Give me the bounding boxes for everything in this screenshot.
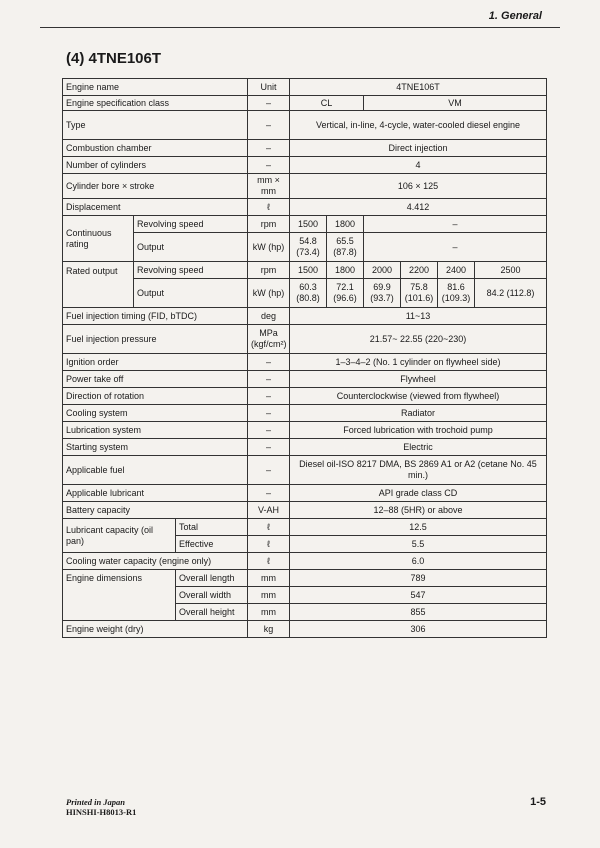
row-value: 106 × 125 (290, 174, 547, 199)
table-row (63, 405, 547, 422)
row-unit: ℓ (248, 199, 290, 216)
sub-label: Output (134, 279, 248, 308)
table-row (63, 519, 547, 536)
row-label: Engine dimensions (63, 570, 176, 621)
row-label: Direction of rotation (63, 388, 248, 405)
row-label: Engine name (63, 79, 248, 96)
row-value: Electric (290, 439, 547, 456)
speed-cell: 1800 (327, 262, 364, 279)
row-value: Diesel oil-ISO 8217 DMA, BS 2869 A1 or A2 (cetane No. 45 min.) (290, 456, 547, 485)
table-row (63, 79, 547, 96)
row-value: 789 (290, 570, 547, 587)
table-row (63, 354, 547, 371)
row-unit: mm × mm (248, 174, 290, 199)
footer-info (66, 797, 136, 817)
table-row (63, 233, 547, 262)
row-unit: mm (248, 570, 290, 587)
row-label: Applicable lubricant (63, 485, 248, 502)
row-label: Power take off (63, 371, 248, 388)
speed-cell: 1800 (327, 216, 364, 233)
table-row (63, 570, 547, 587)
speed-cell: 1500 (290, 262, 327, 279)
table-row (63, 157, 547, 174)
table-row (63, 388, 547, 405)
row-value: 5.5 (290, 536, 547, 553)
sub-label: Revolving speed (134, 262, 248, 279)
output-cell: 72.1 (96.6) (327, 279, 364, 308)
output-cell: 81.6 (109.3) (438, 279, 475, 308)
row-unit: – (248, 157, 290, 174)
speed-rest: – (364, 216, 547, 233)
row-unit: – (248, 140, 290, 157)
output-cell: 84.2 (112.8) (475, 279, 547, 308)
row-value: 6.0 (290, 553, 547, 570)
row-label: Cylinder bore × stroke (63, 174, 248, 199)
table-row (63, 621, 547, 638)
row-unit: MPa (kgf/cm²) (248, 325, 290, 354)
table-row (63, 439, 547, 456)
row-label: Rated output (63, 262, 134, 308)
row-label: Applicable fuel (63, 456, 248, 485)
printed-note: Printed in Japan (66, 797, 126, 807)
speed-cell: 2000 (364, 262, 401, 279)
table-row (63, 553, 547, 570)
row-label: Engine specification class (63, 96, 248, 111)
output-cell: 75.8 (101.6) (401, 279, 438, 308)
row-unit: – (248, 96, 290, 111)
document-code: HINSHI-H8013-R1 (66, 807, 137, 817)
row-label: Battery capacity (63, 502, 248, 519)
row-unit: – (248, 456, 290, 485)
row-value: 855 (290, 604, 547, 621)
sub-label: Revolving speed (134, 216, 248, 233)
row-label: Starting system (63, 439, 248, 456)
spec-table (62, 78, 547, 638)
row-value: API grade class CD (290, 485, 547, 502)
row-label: Engine weight (dry) (63, 621, 248, 638)
row-unit: deg (248, 308, 290, 325)
speed-cell: 2500 (475, 262, 547, 279)
row-unit: Unit (248, 79, 290, 96)
sub-label: Overall length (176, 570, 248, 587)
table-row (63, 456, 547, 485)
row-value: Counterclockwise (viewed from flywheel) (290, 388, 547, 405)
row-label: Combustion chamber (63, 140, 248, 157)
row-unit: – (248, 405, 290, 422)
row-value: Forced lubrication with trochoid pump (290, 422, 547, 439)
table-row (63, 199, 547, 216)
row-label: Cooling system (63, 405, 248, 422)
sub-label: Overall width (176, 587, 248, 604)
row-label: Lubricant capacity (oil pan) (63, 519, 176, 553)
row-label: Type (63, 111, 248, 140)
table-row (63, 111, 547, 140)
table-row (63, 502, 547, 519)
class-vm: VM (364, 96, 547, 111)
row-value: 306 (290, 621, 547, 638)
table-row (63, 325, 547, 354)
output-rest: – (364, 233, 547, 262)
row-value: 12–88 (5HR) or above (290, 502, 547, 519)
page-number: 1-5 (530, 796, 546, 808)
row-value: 4 (290, 157, 547, 174)
row-value: Radiator (290, 405, 547, 422)
row-unit: kW (hp) (248, 233, 290, 262)
row-unit: – (248, 422, 290, 439)
row-unit: kW (hp) (248, 279, 290, 308)
speed-cell: 1500 (290, 216, 327, 233)
table-row (63, 422, 547, 439)
row-value: 11~13 (290, 308, 547, 325)
row-unit: kg (248, 621, 290, 638)
sub-label: Output (134, 233, 248, 262)
output-cell: 60.3 (80.8) (290, 279, 327, 308)
row-unit: mm (248, 587, 290, 604)
row-label: Cooling water capacity (engine only) (63, 553, 248, 570)
row-unit: rpm (248, 262, 290, 279)
row-value: Direct injection (290, 140, 547, 157)
row-unit: ℓ (248, 536, 290, 553)
table-row (63, 371, 547, 388)
row-value: Vertical, in-line, 4-cycle, water-cooled diesel engine (290, 111, 547, 140)
row-unit: rpm (248, 216, 290, 233)
table-row (63, 262, 547, 279)
row-unit: – (248, 485, 290, 502)
row-label: Number of cylinders (63, 157, 248, 174)
table-row (63, 96, 547, 111)
row-label: Ignition order (63, 354, 248, 371)
output-cell: 65.5 (87.8) (327, 233, 364, 262)
row-value: 1–3–4–2 (No. 1 cylinder on flywheel side) (290, 354, 547, 371)
row-value: 12.5 (290, 519, 547, 536)
table-row (63, 308, 547, 325)
speed-cell: 2200 (401, 262, 438, 279)
table-row (63, 174, 547, 199)
output-cell: 69.9 (93.7) (364, 279, 401, 308)
sub-label: Effective (176, 536, 248, 553)
row-value: 21.57~ 22.55 (220~230) (290, 325, 547, 354)
row-unit: ℓ (248, 553, 290, 570)
row-label: Lubrication system (63, 422, 248, 439)
row-label: Fuel injection timing (FID, bTDC) (63, 308, 248, 325)
row-unit: – (248, 354, 290, 371)
row-label: Displacement (63, 199, 248, 216)
output-cell: 54.8 (73.4) (290, 233, 327, 262)
row-unit: – (248, 439, 290, 456)
row-unit: – (248, 111, 290, 140)
header-rule (40, 27, 560, 28)
page-title: (4) 4TNE106T (66, 50, 162, 67)
row-value: Flywheel (290, 371, 547, 388)
row-unit: ℓ (248, 519, 290, 536)
sub-label: Overall height (176, 604, 248, 621)
row-unit: V-AH (248, 502, 290, 519)
speed-cell: 2400 (438, 262, 475, 279)
row-unit: – (248, 371, 290, 388)
table-row (63, 140, 547, 157)
table-row (63, 279, 547, 308)
row-unit: mm (248, 604, 290, 621)
row-unit: – (248, 388, 290, 405)
sub-label: Total (176, 519, 248, 536)
row-value: 4TNE106T (290, 79, 547, 96)
row-value: 4.412 (290, 199, 547, 216)
row-label: Continuous rating (63, 216, 134, 262)
section-header: 1. General (488, 10, 542, 22)
table-row (63, 216, 547, 233)
class-cl: CL (290, 96, 364, 111)
row-label: Fuel injection pressure (63, 325, 248, 354)
row-value: 547 (290, 587, 547, 604)
table-row (63, 485, 547, 502)
